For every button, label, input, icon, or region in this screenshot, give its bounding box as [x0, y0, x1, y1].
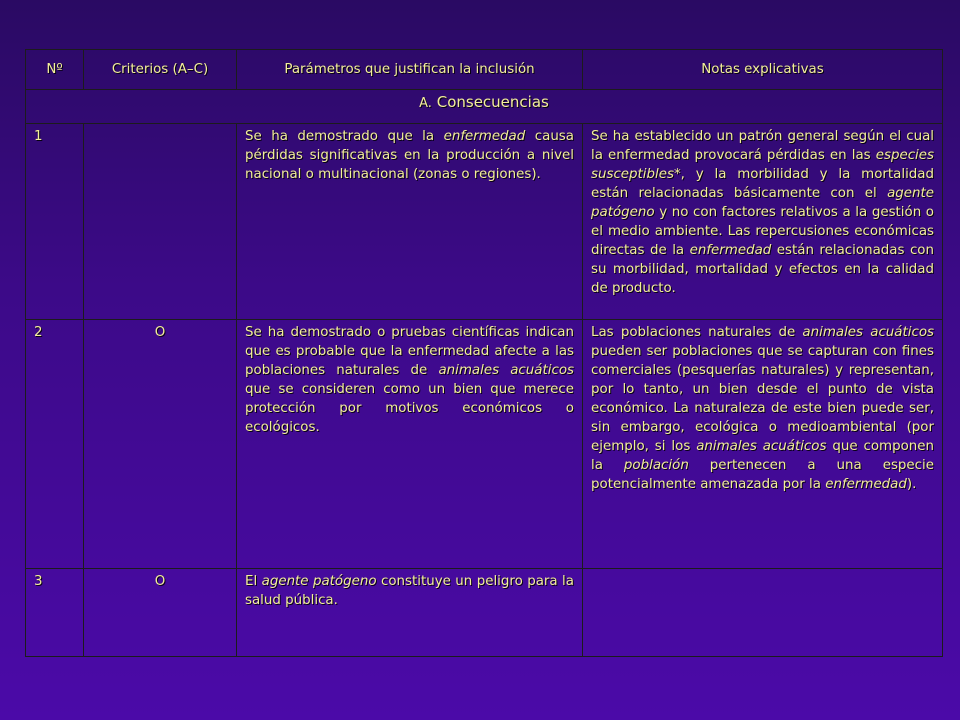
row-criteria: O: [84, 569, 237, 657]
row-params: El agente patógeno constituye un peligro para la salud pública.: [237, 569, 583, 657]
section-prefix: A.: [419, 96, 432, 111]
table-row: [26, 569, 943, 657]
criteria-table: [25, 49, 943, 657]
header-num: Nº: [26, 50, 84, 90]
row-params: Se ha demostrado o pruebas científicas indican que es probable que la enfermedad afecte a las poblaciones naturales de animales acuáticos que se consideren como un bien que merece protección por motivos económicos o ecológicos.: [237, 320, 583, 569]
row-num: 3: [26, 569, 84, 657]
header-notes: Notas explicativas: [583, 50, 943, 90]
header-params: Parámetros que justifican la inclusión: [237, 50, 583, 90]
table-row: [26, 320, 943, 569]
row-criteria: [84, 124, 237, 320]
row-notes: Se ha establecido un patrón general según el cual la enfermedad provocará pérdidas en las especies susceptibles*, y la morbilidad y la mortalidad están relacionadas básicamente con el agente patógeno y no con factores relativos a la gestión o el medio ambiente. Las repercusiones económicas directas de la enfermedad están relacionadas con su morbilidad, mortalidad y efectos en la calidad de producto.: [583, 124, 943, 320]
row-params: Se ha demostrado que la enfermedad causa pérdidas significativas en la producción a nivel nacional o multinacional (zonas o regiones).: [237, 124, 583, 320]
row-notes: [583, 569, 943, 657]
header-criteria: Criterios (A–C): [84, 50, 237, 90]
row-num: 2: [26, 320, 84, 569]
header-row: [26, 50, 943, 90]
row-notes: Las poblaciones naturales de animales acuáticos pueden ser poblaciones que se capturan con fines comerciales (pesquerías naturales) y representan, por lo tanto, un bien desde el punto de vista económico. La naturaleza de este bien puede ser, sin embargo, ecológica o medioambiental (por ejemplo, si los animales acuáticos que componen la población pertenecen a una especie potencialmente amenazada por la enfermedad).: [583, 320, 943, 569]
section-title: Consecuencias: [436, 93, 549, 111]
table-row: [26, 124, 943, 320]
row-criteria: O: [84, 320, 237, 569]
section-row: [26, 90, 943, 124]
row-num: 1: [26, 124, 84, 320]
section-heading: [26, 90, 943, 124]
